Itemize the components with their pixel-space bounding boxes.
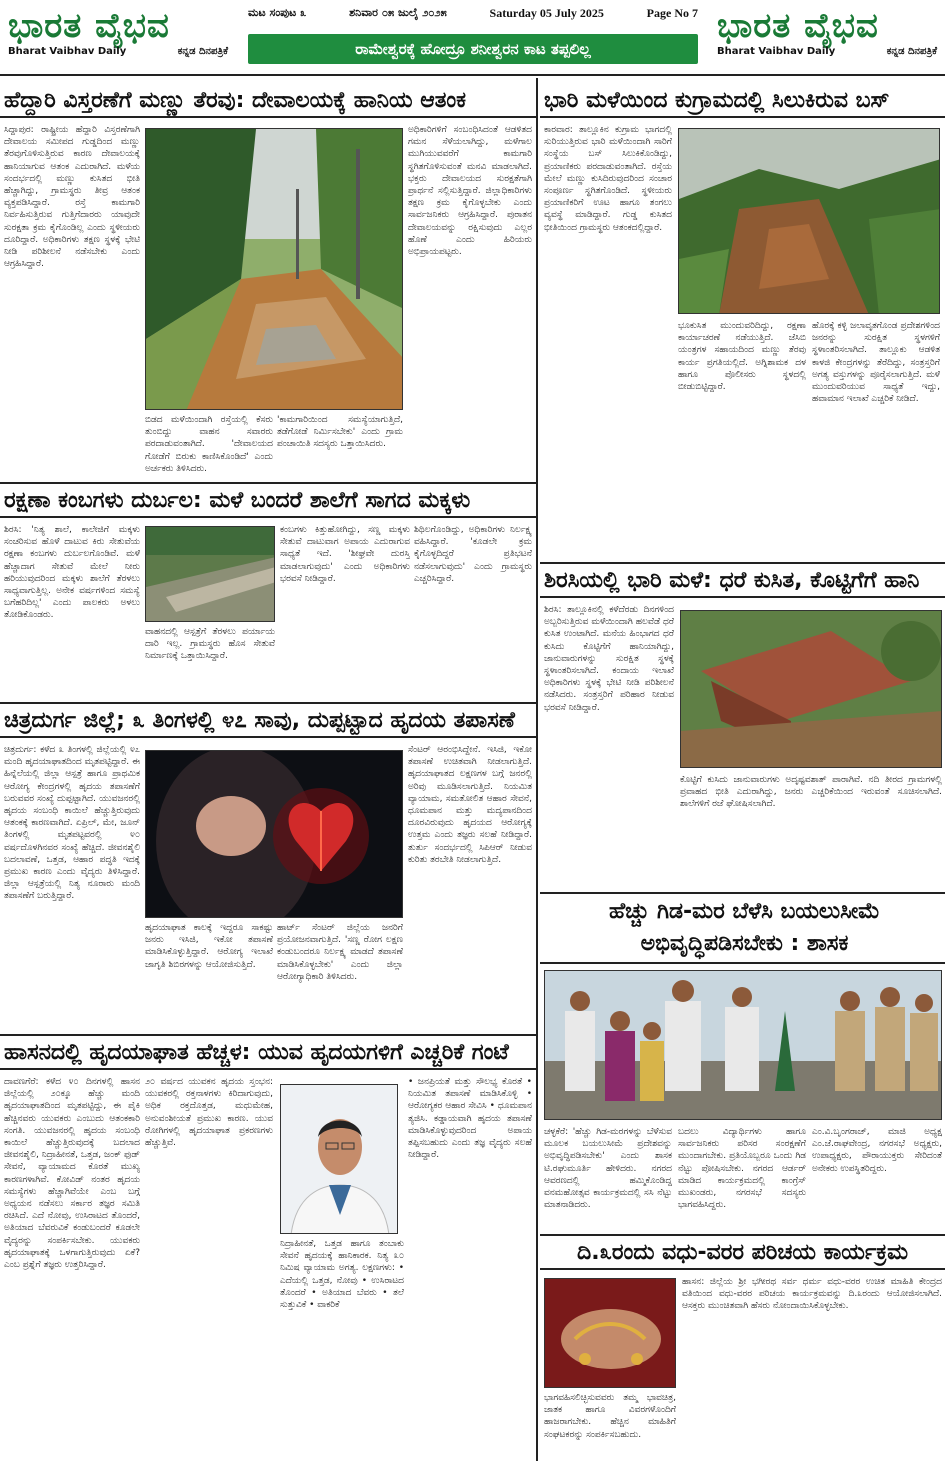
- brand-english: Bharat Vaibhav Daily: [717, 46, 836, 57]
- article-column: ಹಾರ್ಟ್ ಸೆಂಟರ್ ಜಿಲ್ಲೆಯ ಜನರಿಗೆ ಪ್ರಯೋಜನವಾಗುತ್ತಿದೆ. 'ಸಣ್ಣ ರೋಗ ಲಕ್ಷಣ ಕಂಡುಬಂದರೂ ನಿರ್ಲಕ್ಷ್ಯ ಮಾಡದೆ ತಪಾಸಣೆ ಮಾಡಿಸಿಕೊಳ್ಳಬೇಕು' ಎಂದು ಜಿಲ್ಲಾ ಆರೋಗ್ಯಾಧಿಕಾರಿ ತಿಳಿಸಿದರು.: [277, 923, 403, 982]
- top-headline-banner: ರಾಮೇಶ್ವರಕ್ಕೆ ಹೋದ್ರೂ ಶನೀಶ್ವರನ ಕಾಟ ತಪ್ಪಲಿಲ್ಲ: [248, 34, 698, 64]
- article-highway-temple: [0, 84, 536, 482]
- bridge-photo: [145, 526, 275, 622]
- article-column: ಕಂಬಗಳು ಕಿತ್ತುಹೋಗಿದ್ದು, ಸಣ್ಣ ಮಕ್ಕಳು ಸೇತುವೆ ದಾಟುವಾಗ ಅಪಾಯ ಎದುರಾಗುವ ಸಾಧ್ಯತೆ ಇದೆ. 'ಶೀಘ್ರವೇ ದುರಸ್ತಿ ಮಾಡಲಾಗುವುದು' ಎಂದು ಅಧಿಕಾರಿಗಳು ಭರವಸೆ ನೀಡಿದ್ದಾರೆ.: [280, 525, 410, 584]
- article-headline: ದಿ.೩ರಂದು ವಧು-ವರರ ಪರಿಚಯ ಕಾರ್ಯಕ್ರಮ: [540, 1236, 945, 1270]
- article-column: ಬಿಡದ ಮಳೆಯಿಂದಾಗಿ ರಸ್ತೆಯಲ್ಲಿ ಕೆಸರು ತುಂಬಿದ್ದು ವಾಹನ ಸವಾರರು ಪರದಾಡುವಂತಾಗಿದೆ. 'ದೇವಾಲಯದ ಗೋಡೆಗೆ ಬಿರುಕು ಕಾಣಿಸಿಕೊಂಡಿದೆ' ಎಂದು ಅರ್ಚಕರು ತಿಳಿಸಿದರು.: [145, 415, 273, 474]
- muddy-road-photo: [145, 128, 403, 410]
- landslide-photo: [678, 128, 940, 314]
- article-column: ಅಧಿಕಾರಿಗಳಿಗೆ ಸಂಬಂಧಿಸಿದಂತೆ ಆಡಳಿತದ ಗಮನ ಸೆಳೆಯಲಾಗಿದ್ದು, ಮಳೆಗಾಲ ಮುಗಿಯುವವರೆಗೆ ಕಾಮಗಾರಿ ಸ್ಥಗಿತಗೊಳಿಸುವಂತೆ ಮನವಿ ಮಾಡಲಾಗಿದೆ. ಭಕ್ತರು ದೇವಾಲಯದ ಸುರಕ್ಷತೆಗಾಗಿ ಪ್ರಾರ್ಥನೆ ಸಲ್ಲಿಸುತ್ತಿದ್ದಾರೆ. ಜಿಲ್ಲಾಧಿಕಾರಿಗಳು ತಕ್ಷಣ ಕ್ರಮ ಕೈಗೊಳ್ಳಬೇಕು ಎಂದು ಸಾರ್ವಜನಿಕರು ಆಗ್ರಹಿಸಿದ್ದಾರೆ. ಪುರಾತನ ದೇವಾಲಯವನ್ನು ರಕ್ಷಿಸುವುದು ಎಲ್ಲರ ಹೊಣೆ ಎಂದು ಹಿರಿಯರು ಅಭಿಪ್ರಾಯಪಟ್ಟರು.: [408, 125, 532, 258]
- collapsed-shed-photo: [680, 610, 942, 768]
- article-column: ಚಳ್ಳಕೆರೆ: 'ಹೆಚ್ಚು ಗಿಡ-ಮರಗಳನ್ನು ಬೆಳೆಸುವ ಮೂಲಕ ಬಯಲುಸೀಮೆ ಪ್ರದೇಶವನ್ನು ಅಭಿವೃದ್ಧಿಪಡಿಸಬೇಕು' ಎಂದು ಶಾಸಕ ಟಿ.ರಘುಮೂರ್ತಿ ಹೇಳಿದರು. ನಗರದ ಆವರಣದಲ್ಲಿ ಹಮ್ಮಿಕೊಂಡಿದ್ದ ವನಮಹೋತ್ಸವ ಕಾರ್ಯಕ್ರಮದಲ್ಲಿ ಸಸಿ ನೆಟ್ಟು ಮಾತನಾಡಿದರು.: [544, 1127, 672, 1211]
- doctor-portrait-photo: [280, 1084, 398, 1234]
- brand-subtitle: [8, 46, 228, 57]
- article-sirsi-rain: [540, 564, 945, 892]
- article-bridge-school: [0, 484, 536, 702]
- article-column: ಹೃದಯಾಘಾತ ಕಾಲಕ್ಕೆ ಇದ್ದರೂ ಸಾಕಷ್ಟು ಜನರು ಇಸಿಜಿ, ಇಕೋ ತಪಾಸಣೆ ಮಾಡಿಸಿಕೊಳ್ಳುತ್ತಿದ್ದಾರೆ. ಆರೋಗ್ಯ ಇಲಾಖೆ ಜಾಗೃತಿ ಶಿಬಿರಗಳನ್ನು ಆಯೋಜಿಸುತ್ತಿದೆ.: [145, 923, 273, 970]
- article-column: ಚಿತ್ರದುರ್ಗ: ಕಳೆದ ೩ ತಿಂಗಳಲ್ಲಿ ಜಿಲ್ಲೆಯಲ್ಲಿ ೪೭ ಮಂದಿ ಹೃದಯಾಘಾತದಿಂದ ಮೃತಪಟ್ಟಿದ್ದಾರೆ. ಈ ಹಿನ್ನೆಲೆಯಲ್ಲಿ ಜಿಲ್ಲಾ ಆಸ್ಪತ್ರೆ ಹಾಗೂ ಪ್ರಾಥಮಿಕ ಆರೋಗ್ಯ ಕೇಂದ್ರಗಳಲ್ಲಿ ಹೃದಯ ತಪಾಸಣೆಗೆ ಬರುವವರ ಸಂಖ್ಯೆ ದುಪ್ಪಟ್ಟಾಗಿದೆ. ಯುವಜನರಲ್ಲಿ ಹೃದಯ ಸಂಬಂಧಿ ಕಾಯಿಲೆ ಹೆಚ್ಚುತ್ತಿರುವುದು ಆತಂಕಕ್ಕೆ ಕಾರಣವಾಗಿದೆ. ಏಪ್ರಿಲ್, ಮೇ, ಜೂನ್ ತಿಂಗಳಲ್ಲಿ ಮೃತಪಟ್ಟವರಲ್ಲಿ ೪೦ ವರ್ಷದೊಳಗಿನವರ ಸಂಖ್ಯೆ ಹೆಚ್ಚಿದೆ. ಜೀವನಶೈಲಿ ಬದಲಾವಣೆ, ಒತ್ತಡ, ಆಹಾರ ಪದ್ಧತಿ ಇದಕ್ಕೆ ಪ್ರಮುಖ ಕಾರಣ ಎಂದು ವೈದ್ಯರು ತಿಳಿಸಿದ್ದಾರೆ. ಜಿಲ್ಲಾ ಆಸ್ಪತ್ರೆಯಲ್ಲಿ ನಿತ್ಯ ನೂರಾರು ಮಂದಿ ತಪಾಸಣೆಗೆ ಬರುತ್ತಿದ್ದಾರೆ.: [4, 745, 140, 902]
- brand-tagline: ಕನ್ನಡ ದಿನಪತ್ರಿಕೆ: [886, 46, 937, 57]
- article-headline: ಹೆದ್ದಾರಿ ವಿಸ್ತರಣೆಗೆ ಮಣ್ಣು ತೆರವು: ದೇವಾಲಯಕ್ಕೆ ಹಾನಿಯ ಆತಂಕ: [0, 84, 536, 118]
- article-bus-stranded: [540, 84, 945, 562]
- article-column: ಬದಲು ವಿದ್ಯಾರ್ಥಿಗಳು ಹಾಗೂ ಸಾರ್ವಜನಿಕರು ಪರಿಸರ ಸಂರಕ್ಷಣೆಗೆ ಮುಂದಾಗಬೇಕು. ಪ್ರತಿಯೊಬ್ಬರೂ ಒಂದು ಗಿಡ ನೆಟ್ಟು ಪೋಷಿಸಬೇಕು. ನಗರದ ಆರ್ಡರ್ ಮಾಡಿದ ಕಾರ್ಯಕ್ರಮದಲ್ಲಿ ಕಾಂಗ್ರೆಸ್ ಮುಖಂಡರು, ನಗರಸಭೆ ಸದಸ್ಯರು ಭಾಗವಹಿಸಿದ್ದರು.: [678, 1127, 806, 1211]
- issue-meta: [248, 6, 698, 21]
- article-headline: ಹೆಚ್ಚು ಗಿಡ-ಮರ ಬೆಳೆಸಿ ಬಯಲುಸೀಮೆ ಅಭಿವೃದ್ಧಿಪಡಿಸಬೇಕು : ಶಾಸಕ: [540, 894, 945, 964]
- article-headline: ಭಾರಿ ಮಳೆಯಿಂದ ಕುಗ್ರಾಮದಲ್ಲಿ ಸಿಲುಕಿರುವ ಬಸ್: [540, 84, 945, 118]
- article-tree-planting: [540, 894, 945, 1234]
- brand-title: ಭಾರತ ವೈಭವ: [717, 6, 879, 46]
- article-bride-groom-intro: [540, 1236, 945, 1461]
- article-column: • ಜನಪ್ರಿಯತೆ ಮತ್ತು ಸೌಲಭ್ಯ ಕೊರತೆ • ನಿಯಮಿತ ತಪಾಸಣೆ ಮಾಡಿಸಿಕೊಳ್ಳಿ • ಆರೋಗ್ಯಕರ ಆಹಾರ ಸೇವಿಸಿ • ಧೂಮಪಾನ ತ್ಯಜಿಸಿ. ಕಡ್ಡಾಯವಾಗಿ ಹೃದಯ ತಪಾಸಣೆ ಮಾಡಿಸಿಕೊಳ್ಳುವುದರಿಂದ ಅಪಾಯ ತಪ್ಪಿಸಬಹುದು ಎಂದು ತಜ್ಞ ವೈದ್ಯರು ಸಲಹೆ ನೀಡಿದ್ದಾರೆ.: [408, 1077, 532, 1161]
- article-column: ಶಿಥಿಲಗೊಂಡಿದ್ದು, ಅಧಿಕಾರಿಗಳು ನಿರ್ಲಕ್ಷ್ಯ ವಹಿಸಿದ್ದಾರೆ. 'ಕೂಡಲೇ ಕ್ರಮ ಕೈಗೊಳ್ಳದಿದ್ದರೆ ಪ್ರತಿಭಟನೆ ನಡೆಸಲಾಗುವುದು' ಎಂದು ಗ್ರಾಮಸ್ಥರು ಎಚ್ಚರಿಸಿದ್ದಾರೆ.: [414, 525, 532, 584]
- masthead: [0, 0, 945, 76]
- page-number: Page No 7: [646, 6, 698, 20]
- article-column: ಹಾಸನ: ಜಿಲ್ಲೆಯ ಶ್ರೀ ಭಗೀರಥ ಸರ್ವ ಧರ್ಮ ವಧು-ವರರ ಉಚಿತ ಮಾಹಿತಿ ಕೇಂದ್ರದ ವತಿಯಿಂದ ವಧು-ವರರ ಪರಿಚಯ ಕಾರ್ಯಕ್ರಮವನ್ನು ದಿ.೩ರಂದು ಆಯೋಜಿಸಲಾಗಿದೆ. ಆಸಕ್ತರು ಮುಂಚಿತವಾಗಿ ಹೆಸರು ನೋಂದಾಯಿಸಿಕೊಳ್ಳಬೇಕು.: [682, 1277, 942, 1312]
- article-column: ಹೊರಕ್ಕೆ ಕಳ್ಳಿ ಜಲಾವೃತಗೊಂಡ ಪ್ರದೇಶಗಳಿಂದ ಜನರನ್ನು ಸುರಕ್ಷಿತ ಸ್ಥಳಗಳಿಗೆ ಸ್ಥಳಾಂತರಿಸಲಾಗಿದೆ. ತಾಲ್ಲೂಕು ಆಡಳಿತ ಕಾಳಜಿ ಕೇಂದ್ರಗಳನ್ನು ತೆರೆದಿದ್ದು, ಸಂತ್ರಸ್ತರಿಗೆ ಅಗತ್ಯ ವಸ್ತುಗಳನ್ನು ಪೂರೈಸಲಾಗುತ್ತಿದೆ. ಮಳೆ ಮುಂದುವರಿಯುವ ಸಾಧ್ಯತೆ ಇದ್ದು, ಹವಾಮಾನ ಇಲಾಖೆ ಎಚ್ಚರಿಕೆ ನೀಡಿದೆ.: [812, 321, 940, 405]
- article-headline: ಶಿರಸಿಯಲ್ಲಿ ಭಾರಿ ಮಳೆ: ಧರೆ ಕುಸಿತ, ಕೊಟ್ಟಿಗೆಗೆ ಹಾನಿ: [540, 564, 945, 598]
- article-column: ವಾಹನದಲ್ಲಿ ಆಸ್ಪತ್ರೆಗೆ ತೆರಳಲು ಪರ್ಯಾಯ ದಾರಿ ಇಲ್ಲ. ಗ್ರಾಮಸ್ಥರು ಹೊಸ ಸೇತುವೆ ನಿರ್ಮಾಣಕ್ಕೆ ಒತ್ತಾಯಿಸಿದ್ದಾರೆ.: [145, 627, 275, 662]
- article-column: ಎಂ.ವಿ.ಬೃಂಗರಾಜ್, ಮಾಜಿ ಅಧ್ಯಕ್ಷ ಎಂ.ಜೆ.ರಾಘವೇಂದ್ರ, ನಗರಸಭೆ ಅಧ್ಯಕ್ಷರು, ಉಪಾಧ್ಯಕ್ಷರು, ಪೌರಾಯುಕ್ತರು ಸೇರಿದಂತೆ ಅನೇಕರು ಉಪಸ್ಥಿತರಿದ್ದರು.: [812, 1127, 942, 1174]
- brand-right: [717, 4, 937, 57]
- article-column: ಸೆಂಟರ್ ಆರಂಭಿಸಿದ್ದೇನೆ. ಇಸಿಜಿ, ಇಕೋ ತಪಾಸಣೆ ಉಚಿತವಾಗಿ ನೀಡಲಾಗುತ್ತಿದೆ. ಹೃದಯಾಘಾತದ ಲಕ್ಷಣಗಳ ಬಗ್ಗೆ ಜನರಲ್ಲಿ ಅರಿವು ಮೂಡಿಸಲಾಗುತ್ತಿದೆ. ನಿಯಮಿತ ವ್ಯಾಯಾಮ, ಸಮತೋಲಿತ ಆಹಾರ ಸೇವನೆ, ಧೂಮಪಾನ ಮತ್ತು ಮದ್ಯಪಾನದಿಂದ ದೂರವಿರುವುದು ಹೃದಯದ ಆರೋಗ್ಯಕ್ಕೆ ಉತ್ತಮ ಎಂದು ತಜ್ಞರು ಸಲಹೆ ನೀಡಿದ್ದಾರೆ. ತುರ್ತು ಸಂದರ್ಭದಲ್ಲಿ ಸಿಪಿಆರ್ ನೀಡುವ ಕುರಿತು ತರಬೇತಿ ನೀಡಲಾಗುತ್ತಿದೆ.: [408, 745, 532, 865]
- article-column: ಕೊಟ್ಟಿಗೆ ಕುಸಿದು ಜಾನುವಾರುಗಳು ಅದೃಷ್ಟವಶಾತ್ ಪಾರಾಗಿವೆ. ನದಿ ತೀರದ ಗ್ರಾಮಗಳಲ್ಲಿ ಪ್ರವಾಹದ ಭೀತಿ ಎದುರಾಗಿದ್ದು, ಜನರು ಎಚ್ಚರಿಕೆಯಿಂದ ಇರುವಂತೆ ಸೂಚಿಸಲಾಗಿದೆ. ಶಾಲೆಗಳಿಗೆ ರಜೆ ಘೋಷಿಸಲಾಗಿದೆ.: [680, 775, 942, 810]
- article-column: ೨೦ ವರ್ಷದ ಯುವಕನ ಹೃದಯ ಸ್ತಂಭನ: ಯುವಕರಲ್ಲಿ ರಕ್ತನಾಳಗಳು ಕಿರಿದಾಗುವುದು, ಅಧಿಕ ರಕ್ತದೊತ್ತಡ, ಮಧುಮೇಹ, ಅನುವಂಶೀಯತೆ ಪ್ರಮುಖ ಕಾರಣ. ಯುವ ರೋಗಿಗಳಲ್ಲಿ ಹೃದಯಾಘಾತ ಪ್ರಕರಣಗಳು ಹೆಚ್ಚುತ್ತಿವೆ.: [145, 1077, 273, 1149]
- article-column: 'ಕಾಮಗಾರಿಯಿಂದ ಸಮಸ್ಯೆಯಾಗುತ್ತಿದೆ, ತಡೆಗೋಡೆ ನಿರ್ಮಿಸಬೇಕು' ಎಂದು ಗ್ರಾಮ ಪಂಚಾಯಿತಿ ಸದಸ್ಯರು ಒತ್ತಾಯಿಸಿದರು.: [277, 415, 403, 450]
- tree-planting-event-photo: [544, 970, 942, 1120]
- brand-tagline: ಕನ್ನಡ ದಿನಪತ್ರಿಕೆ: [177, 46, 228, 57]
- article-headline: ಚಿತ್ರದುರ್ಗ ಜಿಲ್ಲೆ; ೩ ತಿಂಗಳಲ್ಲಿ ೪೭ ಸಾವು, ದುಪ್ಪಟ್ಟಾದ ಹೃದಯ ತಪಾಸಣೆ: [0, 704, 536, 738]
- article-headline: ರಕ್ಷಣಾ ಕಂಬಗಳು ದುರ್ಬಲ: ಮಳೆ ಬಂದರೆ ಶಾಲೆಗೆ ಸಾಗದ ಮಕ್ಕಳು: [0, 484, 536, 518]
- article-column: ದಾವಣಗೆರೆ: ಕಳೆದ ೪೦ ದಿನಗಳಲ್ಲಿ ಹಾಸನ ಜಿಲ್ಲೆಯಲ್ಲಿ ೨೦ಕ್ಕೂ ಹೆಚ್ಚು ಮಂದಿ ಹೃದಯಾಘಾತದಿಂದ ಮೃತಪಟ್ಟಿದ್ದು, ಈ ಪೈಕಿ ಹೆಚ್ಚಿನವರು ಯುವಕರು ಎಂಬುದು ಆತಂಕಕಾರಿ ಸಂಗತಿ. ಯುವಜನರಲ್ಲಿ ಹೃದಯ ಸಂಬಂಧಿ ಕಾಯಿಲೆ ಹೆಚ್ಚುತ್ತಿರುವುದಕ್ಕೆ ಬದಲಾದ ಜೀವನಶೈಲಿ, ನಿದ್ರಾಹೀನತೆ, ಒತ್ತಡ, ಜಂಕ್ ಫುಡ್ ಸೇವನೆ, ವ್ಯಾಯಾಮದ ಕೊರತೆ ಮುಖ್ಯ ಕಾರಣಗಳಾಗಿವೆ. ಕೋವಿಡ್ ನಂತರ ಹೃದಯ ಸಮಸ್ಯೆಗಳು ಹೆಚ್ಚಾಗಿವೆಯೇ ಎಂಬ ಬಗ್ಗೆ ಅಧ್ಯಯನ ನಡೆಸಲು ಸರ್ಕಾರ ತಜ್ಞರ ಸಮಿತಿ ರಚಿಸಿದೆ. ಎದೆ ನೋವು, ಉಸಿರಾಟದ ತೊಂದರೆ, ಅತಿಯಾದ ಬೆವರುವಿಕೆ ಕಂಡುಬಂದರೆ ಕೂಡಲೇ ವೈದ್ಯರನ್ನು ಸಂಪರ್ಕಿಸಬೇಕು. ಯುವಕರು ಹೃದಯಾಘಾತಕ್ಕೆ ಒಳಗಾಗುತ್ತಿರುವುದು ಏಕೆ? ಎಂಬ ಪ್ರಶ್ನೆಗೆ ತಜ್ಞರು ಉತ್ತರಿಸಿದ್ದಾರೆ.: [4, 1077, 140, 1271]
- article-headline: ಹಾಸನದಲ್ಲಿ ಹೃದಯಾಘಾತ ಹೆಚ್ಚಳ: ಯುವ ಹೃದಯಗಳಿಗೆ ಎಚ್ಚರಿಕೆ ಗಂಟೆ: [0, 1036, 536, 1070]
- article-column: ಭೂಕುಸಿತ ಮುಂದುವರಿದಿದ್ದು, ರಕ್ಷಣಾ ಕಾರ್ಯಾಚರಣೆ ನಡೆಯುತ್ತಿದೆ. ಜೆಸಿಬಿ ಯಂತ್ರಗಳ ಸಹಾಯದಿಂದ ಮಣ್ಣು ತೆರವು ಕಾರ್ಯ ಪ್ರಗತಿಯಲ್ಲಿದೆ. ಅಗ್ನಿಶಾಮಕ ದಳ ಹಾಗೂ ಪೊಲೀಸರು ಸ್ಥಳದಲ್ಲಿ ಬೀಡುಬಿಟ್ಟಿದ್ದಾರೆ.: [678, 321, 806, 393]
- column-divider: [536, 78, 538, 1461]
- wedding-hands-photo: [544, 1278, 676, 1388]
- brand-left: [8, 4, 228, 57]
- article-hassan-heart: [0, 1036, 536, 1461]
- article-column: ಸಿದ್ದಾಪುರ: ರಾಷ್ಟ್ರೀಯ ಹೆದ್ದಾರಿ ವಿಸ್ತರಣೆಗಾಗಿ ದೇವಾಲಯ ಸಮೀಪದ ಗುಡ್ಡದಿಂದ ಮಣ್ಣು ತೆರವುಗೊಳಿಸುತ್ತಿರುವ ಕಾರಣ ದೇವಾಲಯಕ್ಕೆ ಹಾನಿಯಾಗುವ ಆತಂಕ ಎದುರಾಗಿದೆ. ಮಳೆಯ ಸಂದರ್ಭದಲ್ಲಿ ಮಣ್ಣು ಕುಸಿತದ ಭೀತಿ ಹೆಚ್ಚಾಗಿದ್ದು, ಗ್ರಾಮಸ್ಥರು ತೀವ್ರ ಆತಂಕ ವ್ಯಕ್ತಪಡಿಸಿದ್ದಾರೆ. ರಸ್ತೆ ಕಾಮಗಾರಿ ನಿರ್ವಹಿಸುತ್ತಿರುವ ಗುತ್ತಿಗೆದಾರರು ಯಾವುದೇ ಸುರಕ್ಷತಾ ಕ್ರಮ ಕೈಗೊಂಡಿಲ್ಲ ಎಂದು ಸ್ಥಳೀಯರು ದೂರಿದ್ದಾರೆ. ಅಧಿಕಾರಿಗಳು ತಕ್ಷಣ ಸ್ಥಳಕ್ಕೆ ಭೇಟಿ ನೀಡಿ ಪರಿಶೀಲನೆ ನಡೆಸಬೇಕು ಎಂದು ಆಗ್ರಹಿಸಿದ್ದಾರೆ.: [4, 125, 140, 270]
- brand-title: ಭಾರತ ವೈಭವ: [8, 6, 170, 46]
- issue-date-en: Saturday 05 July 2025: [489, 6, 604, 20]
- article-column: ಕಾರವಾರ: ತಾಲ್ಲೂಕಿನ ಕುಗ್ರಾಮ ಭಾಗದಲ್ಲಿ ಸುರಿಯುತ್ತಿರುವ ಭಾರಿ ಮಳೆಯಿಂದಾಗಿ ಸಾರಿಗೆ ಸಂಸ್ಥೆಯ ಬಸ್ ಸಿಲುಕಿಕೊಂಡಿದ್ದು, ಪ್ರಯಾಣಿಕರು ಪರದಾಡುವಂತಾಗಿದೆ. ರಸ್ತೆಯ ಮೇಲೆ ಮಣ್ಣು ಕುಸಿದಿರುವುದರಿಂದ ಸಂಚಾರ ಸಂಪೂರ್ಣ ಸ್ಥಗಿತಗೊಂಡಿದೆ. ಸ್ಥಳೀಯರು ಪ್ರಯಾಣಿಕರಿಗೆ ಊಟ ಹಾಗೂ ತಂಗಲು ವ್ಯವಸ್ಥೆ ಮಾಡಿದ್ದಾರೆ. ಗುಡ್ಡ ಕುಸಿತದ ಭೀತಿಯಿಂದ ಗ್ರಾಮಸ್ಥರು ಆತಂಕದಲ್ಲಿದ್ದಾರೆ.: [544, 125, 672, 233]
- article-column: ಶಿರಸಿ: ತಾಲ್ಲೂಕಿನಲ್ಲಿ ಕಳೆದೆರಡು ದಿನಗಳಿಂದ ಅಬ್ಬರಿಸುತ್ತಿರುವ ಮಳೆಯಿಂದಾಗಿ ಹಲವೆಡೆ ಧರೆ ಕುಸಿತ ಉಂಟಾಗಿದೆ. ಮನೆಯ ಹಿಂಭಾಗದ ಧರೆ ಕುಸಿದು ಕೊಟ್ಟಿಗೆಗೆ ಹಾನಿಯಾಗಿದ್ದು, ಜಾನುವಾರುಗಳನ್ನು ಸುರಕ್ಷಿತ ಸ್ಥಳಕ್ಕೆ ಸ್ಥಳಾಂತರಿಸಲಾಗಿದೆ. ಕಂದಾಯ ಇಲಾಖೆ ಅಧಿಕಾರಿಗಳು ಸ್ಥಳಕ್ಕೆ ಭೇಟಿ ನೀಡಿ ಪರಿಶೀಲನೆ ನಡೆಸಿದರು. ಸಂತ್ರಸ್ತರಿಗೆ ಪರಿಹಾರ ನೀಡುವ ಭರವಸೆ ನೀಡಿದ್ದಾರೆ.: [544, 605, 674, 713]
- brand-subtitle: [717, 46, 937, 57]
- article-column: ಭಾಗವಹಿಸಲಿಚ್ಛಿಸುವವರು ತಮ್ಮ ಭಾವಚಿತ್ರ, ಜಾತಕ ಹಾಗೂ ವಿವರಗಳೊಂದಿಗೆ ಹಾಜರಾಗಬೇಕು. ಹೆಚ್ಚಿನ ಮಾಹಿತಿಗೆ ಸಂಘಟಕರನ್ನು ಸಂಪರ್ಕಿಸಬಹುದು.: [544, 1393, 676, 1440]
- article-chitradurga-heart: [0, 704, 536, 1034]
- issue-date-kn: ಶನಿವಾರ ೦೫ ಜುಲೈ ೨೦೨೫: [349, 6, 447, 19]
- heart-illustration-photo: [145, 750, 403, 918]
- article-column: ನಿದ್ರಾಹೀನತೆ, ಒತ್ತಡ ಹಾಗೂ ತಂಬಾಕು ಸೇವನೆ ಹೃದಯಕ್ಕೆ ಹಾನಿಕಾರಕ. ನಿತ್ಯ ೩೦ ನಿಮಿಷ ವ್ಯಾಯಾಮ ಅಗತ್ಯ. ಲಕ್ಷಣಗಳು: • ಎದೆಯಲ್ಲಿ ಒತ್ತಡ, ನೋವು • ಉಸಿರಾಟದ ತೊಂದರೆ • ಅತಿಯಾದ ಬೆವರು • ತಲೆ ಸುತ್ತುವಿಕೆ • ವಾಕರಿಕೆ: [280, 1239, 404, 1311]
- article-column: ಶಿರಸಿ: 'ನಿತ್ಯ ಶಾಲೆ, ಕಾಲೇಜಿಗೆ ಮಕ್ಕಳು ಸಂಚರಿಸುವ ಹೊಳೆ ದಾಟುವ ಕಿರು ಸೇತುವೆಯ ರಕ್ಷಣಾ ಕಂಬಗಳು ದುರ್ಬಲಗೊಂಡಿವೆ. ಮಳೆ ಹೆಚ್ಚಾದಾಗ ಸೇತುವೆ ಮೇಲೆ ನೀರು ಹರಿಯುವುದರಿಂದ ಮಕ್ಕಳು ಶಾಲೆಗೆ ತೆರಳಲು ಸಾಧ್ಯವಾಗುತ್ತಿಲ್ಲ. ಅನೇಕ ವರ್ಷಗಳಿಂದ ಸಮಸ್ಯೆ ಬಗೆಹರಿದಿಲ್ಲ' ಎಂದು ಪಾಲಕರು ಅಳಲು ತೋಡಿಕೊಂಡರು.: [4, 525, 140, 621]
- issue-number: ಮಟ ಸಂಪುಟ ೩: [248, 6, 307, 19]
- brand-english: Bharat Vaibhav Daily: [8, 46, 127, 57]
